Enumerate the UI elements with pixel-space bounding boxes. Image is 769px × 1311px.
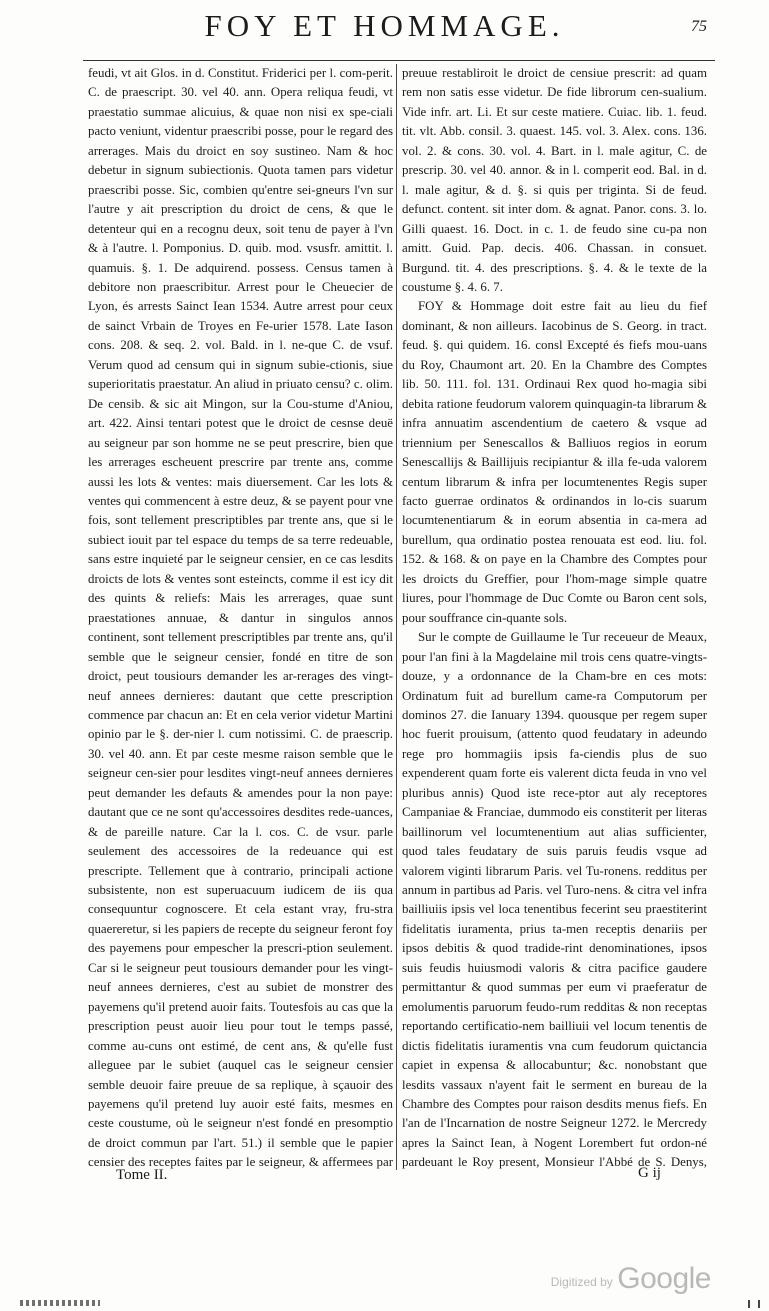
volume-label: Tome II. (116, 1167, 168, 1183)
left-paragraph: feudi, vt ait Glos. in d. Constitut. Friderici per l. com-perit. C. de praescript. 30. vel 40. ann. Opera reliqua feudi, vt praestatio summae alicuius, & quae non nisi ex spe-ciali pacto veniunt, videntur praescribi posse, pour le regard des arrerages. Mais du droict en soy sustineo. Nam & hoc debetur in signum subiectionis. Quota tamen pars videtur praescribi posse. Sic, combien qu'entre sei-gneurs l'vn sur l'autre y ait prescription du droict de cens, & que le detenteur qui en a recognu deux, soit tenu de payer à l'vn & à l'autre. l. Pomponius. D. quib. mod. vsusfr. amittit. l. quamuis. §. 1. De adquirend. possess. Census tamen à debitore non praescribitur. Arrest pour le Cheuecier de Lyon, és arrests Sainct Iean 1534. Autre arrest pour ceux de sainct Vrbain de Troyes en Fe-urier 1578. Late Iason cons. 208. & seq. 2. vol. Bald. in l. ne-que C. de vsuf. Verum quod ad censum qui in signum subie-ctionis, siue superioritatis praestatur. An aliud in priuato censu? c. olim. De censib. & sic ait Mingon, sur la Cou-stume d'Aniou, art. 422. Ainsi tentari potest que le droict de cesnse deuë au seigneur par son homme ne se peut prescrire, bien que les arrerages escheuent prescrire par trente ans, comme aussi les lots & ventes: mais diuersement. Car les lots & ventes qui commencent à estre deuz, & se payent pour vne fois, sont tellement prescriptibles par trente ans, que si le subiect iouit par tel espace du temps de sa terre redeuable, sans estre inquieté par le seigneur censier, en ce cas lesdits droicts de lots & ventes sont esteincts, comme il est icy dit des quints & reliefs: Mais les arrerages, quae sunt praestationes annuae, & dantur in singulos annos continent, sont tellement prescriptibles par trente ans, qu'il semble que le seigneur censier, fondé en titre de son droict, peut tousiours demander les ar-rerages des vingt-neuf annees dernieres: dautant que cette prescription commence par chacun an: Et en cela verior videtur Martini opinio par le §. der-nier l. cum notissimi. C. de praescrip. 30. vel 40. ann. Et par ceste mesme raison semble que le seigneur cen-sier pour lesdites vingt-neuf annees dernieres peut demander les defauts & amendes pour la non paye: dautant que ce ne sont qu'accessoires desdites rede-uances, & de pareille nature. Car la l. cos. C. de vsur. parle seulement des accessoires de la redeuance qui est prescripte. Tellement que à contrario, principali actione subsistente, non est superuacuum iudicem de iis qua consequuntur cognoscere. Et cela estant vray, fru-stra quaereretur, si les papiers de recepte du seigneur feront foy des payemens pour empescher la prescri-ption seulement. Car si le seigneur peut tousiours demander pour les vingt-neuf annees dernieres, c'est au subiet de monstrer des payemens qu'il pretend auoir faits. Toutesfois au cas que la prescription peust auoir lieu pour tout le temps passé, comme au-cuns ont estimé, de cent ans, & qu'elle fust alleguee par le subiet (auquel cas le seigneur censier semble deuoir faire preuue de sa replique, à sçauoir des payemens qu'il pretend luy auoir esté faits, mesmes en ceste coustume, où le seigneur n'est fondé en presomptio de droict commun par l'art. 51.) il semble que le papier censier des receptes faites par le seigneur, & affermees par (88, 66, 393, 1170)
google-logo: Google (617, 1262, 711, 1295)
column-divider (396, 64, 397, 1170)
right-paragraph-2: FOY & Hommage doit estre fait au lieu du fief dominant, & non ailleurs. Iacobinus de S. Georg. in tract. feud. §. qui quidem. 16. consl Excepté és fiefs mou-uans du Roy, Chaumont art. 20. En la Chambre des Comptes lib. 50. 111. fol. 131. Ordinaui Rex quod ho-magia sibi debita ratione feudorum valorem quinquagin-ta librarum & infra annuatim ascendentium de caetero & vsque ad triennium per Senescallos & Balliuos regios in eorum Senescallijs & Baillijuis recipiantur & illa fe-uda valorem centum librarum & infra per locumtenentes Regis super facto guerrae ordinatos & ordinandos in lo-cis suarum locumtenentiarum & in eorum absentia in ca-mera ad burellum, qua ordinatio postea renouata est eod. liu. fol. 152. & 168. & on paye en la Chambre des Comptes pour les droicts du Greffier, pour l'hom-mage simple quatre liures, pour l'hommage de Duc Comte ou Baron cent sols, pour souffrance cin-quante sols. (402, 299, 707, 625)
scan-edge-bracket (748, 1300, 760, 1308)
right-paragraph-1: preuue restabliroit le droict de censiue prescrit: ad quam rem non satis esse videtur. De fide librorum cen-sualium. Vide infr. art. Li. Et sur ceste matiere. Cuiac. lib. 1. feud. tit. vlt. Abb. consil. 3. quaest. 145. vol. 3. Alex. cons. 136. vol. 2. & cons. 30. vol. 4. Bart. in l. male agitur, C. de prescrip. 30. vel 40. annor. & in l. comperit eod. Bal. in d. l. male agitur, & d. §. si quis per triginta. Si de feud. defunct. content. sit inter dom. & agnat. Panor. cons. 3. lo. Gilli quaest. 16. Doct. in c. 1. de feudo sine cu-pa non amitt. Guid. Pap. decis. 406. Chassan. in consuet. Burgund. tit. 4. des prescriptions. §. 4. & le texte de la coustume §. 4. 6. 7. (402, 66, 707, 294)
right-column (402, 64, 707, 1170)
left-column (88, 64, 393, 1170)
page-number: 75 (691, 18, 707, 35)
header-rule (83, 60, 715, 61)
signature-mark: G ij (638, 1165, 661, 1181)
digitized-by-text: Digitized by (550, 1275, 613, 1289)
page-header (0, 2, 769, 58)
running-title: FOY ET HOMMAGE. (204, 8, 565, 43)
digitized-watermark (551, 1262, 711, 1296)
scan-edge-marks (20, 1300, 100, 1306)
right-paragraph-3: Sur le compte de Guillaume le Tur receueur de Meaux, pour l'an fini à la Magdelaine mil trois cens quatre-vingts-douze, y a ordonnance de la Cham-bre en ces mots: Ordinatum fuit ad burellum came-ra Computorum per dominos 27. die Ianuary 1394. quousque per regem super hoc fuerit prouisum, (attento quod feudatary in adeundo rege pro hommagiis ipsis fa-ciendis plus de suo expenderent quam forte eis valerent dicta feuda in vno vel pluribus annis) Quod iste rece-ptor aut aly receptores Campaniae & Franciae, dummodo eis constiterit per literas baillinorum vel locumtenentium aut alias sufficienter, quod tales feudatary de suis paruis feudis vsque ad valorem viginti librarum Paris. vel Tu-ronens. redditus per annum in partibus ad Paris. vel Turo-nens. & citra vel infra bailliuiis ipsis vel loca tenentibus fecerint seu praestiterint fidelitatis iuramenta, prius ta-men receptis denariis per ipsos debitis & quod tradide-rint denominationes, ipsos suis feudis huiusmodi valoris & citra pacifice gaudere permittantur & quod summas per eum vi praeferatur de emolumentis paruorum feudo-rum redditas & non receptas reportando certificatio-nem bailliuii vel locum tenentis de dictis fidelitatis iuramentis vna cum feudorum quictancia capiet in expensa & allocabuntur; &c. nonobstant que lesdits vassaux n'ayent fait le serment en bureau de la Chambre des Comptes pour raison desdits menus fiefs. En l'an de l'Incarnation de nostre Seigneur 1272. le Mercredy apres la Sainct Iean, à Nogent Lorembert fut ordon-né pardeuant le Roy present, Monsieur l'Abbé de S. Denys, (402, 630, 707, 1170)
